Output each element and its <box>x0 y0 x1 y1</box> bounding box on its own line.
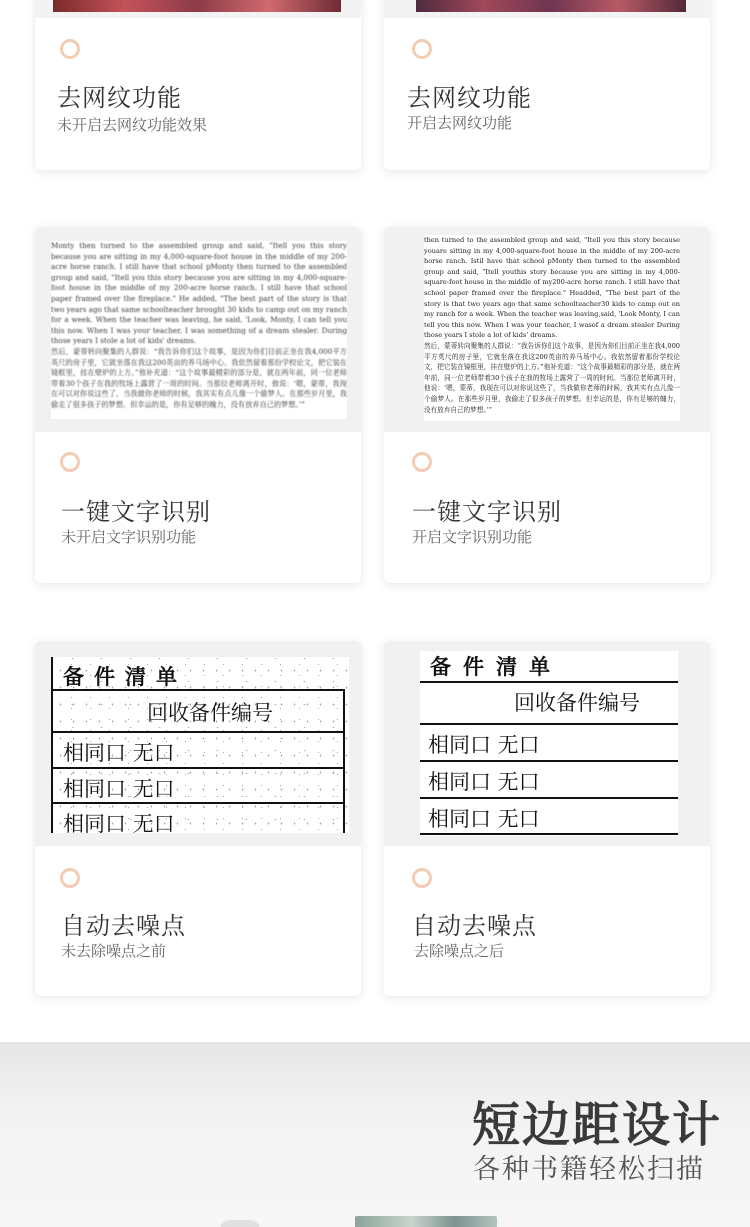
form-border <box>51 657 53 833</box>
card-subtitle: 去除噪点之后 <box>414 942 505 960</box>
form-row-text: 相同口 无口 <box>63 777 175 801</box>
bullet-ring-icon <box>412 868 432 888</box>
bullet-ring-icon <box>60 452 80 472</box>
card-title: 一键文字识别 <box>412 498 562 526</box>
card-title: 自动去噪点 <box>61 912 186 940</box>
form-header: 回收备件编号 <box>147 701 273 725</box>
form-header: 回收备件编号 <box>514 691 640 715</box>
form-rule <box>51 802 343 804</box>
card-subtitle: 未开启去网纹功能效果 <box>57 116 208 134</box>
clean-photo-strip <box>416 0 686 12</box>
bullet-ring-icon <box>60 868 80 888</box>
banner-subtitle: 各种书籍轻松扫描 <box>473 1154 705 1185</box>
descreen-before-image <box>35 0 361 18</box>
card-subtitle: 未去除噪点之前 <box>61 942 167 960</box>
form-rule <box>51 731 343 733</box>
ocr-before-image <box>35 227 361 432</box>
card-title: 去网纹功能 <box>57 84 182 112</box>
form-title: 备件清单 <box>63 664 187 689</box>
chinese-text-block: 然后，蒙蒂转向聚集的人群说：“我告诉你们这个故事，是因为你们目前正坐在我4,000平方英尺的房子里，它就坐落在我这200英亩的养马场中心。我依然留着那份学校论文，把它装在镜框里，挂在壁炉的上方。”他补充道：“这个故事最精彩的部分是，就在两年前，同一位老师带着30个孩子在我的牧场上露营了一周的时间。当那位老师离开时，他说：‘嗯，蒙蒂，我现在可以对你说这些了，当我做你老师的时候，我其实有点儿像一个偷梦人。在那些岁月里，我偷走了很多孩子的梦想。但幸运的是，你有足够的魄力，没有放弃自己的梦想。’” <box>424 341 680 414</box>
ocr-before-card <box>35 227 361 583</box>
form-thumbnail <box>420 651 678 836</box>
short-margin-banner <box>0 1042 750 1227</box>
banner-title: 短边距设计 <box>471 1097 722 1153</box>
denoise-before-card <box>35 641 361 996</box>
form-row-text: 相同口 无口 <box>428 807 540 831</box>
card-title: 一键文字识别 <box>61 498 211 526</box>
descreen-after-card <box>384 0 710 170</box>
ocr-after-image <box>384 227 710 432</box>
ocr-after-card <box>384 227 710 583</box>
chinese-text-block: 然后，蒙蒂转向聚集的人群说：“我告诉你们这个故事，是因为你们目前正坐在我4,000平方英尺的房子里，它就坐落在我这200英亩的养马场中心。我依然留着那份学校论文，把它装在镜框里，挂在壁炉的上方。”他补充道：“这个故事最精彩的部分是，就在两年前，同一位老师带着30个孩子在我的牧场上露营了一周的时间。当那位老师离开时，他说：‘嗯，蒙蒂，我现在可以对你说这些了，当我做你老师的时候，我其实有点儿像一个偷梦人。在那些岁月里，我偷走了很多孩子的梦想。但幸运的是，你有足够的魄力，没有放弃自己的梦想。’” <box>51 346 347 409</box>
card-subtitle: 未开启文字识别功能 <box>61 528 197 546</box>
form-rule <box>51 767 343 769</box>
bullet-ring-icon <box>412 452 432 472</box>
denoise-after-image <box>384 641 710 846</box>
document-thumbnail <box>424 235 680 421</box>
form-title: 备件清单 <box>430 654 562 679</box>
form-row-text: 相同口 无口 <box>63 812 175 833</box>
card-title: 去网纹功能 <box>407 84 532 112</box>
form-rule <box>420 833 678 835</box>
form-rule <box>420 723 678 725</box>
bullet-ring-icon <box>412 39 432 59</box>
form-border <box>343 689 345 833</box>
halftone-photo-strip <box>53 0 341 12</box>
form-rule <box>420 797 678 799</box>
descreen-after-image <box>384 0 710 18</box>
form-row-text: 相同口 无口 <box>428 770 540 794</box>
form-rule <box>420 760 678 762</box>
bullet-ring-icon <box>60 39 80 59</box>
card-subtitle: 开启去网纹功能 <box>407 114 513 132</box>
card-subtitle: 开启文字识别功能 <box>412 528 533 546</box>
document-thumbnail <box>51 241 347 419</box>
book-stack-image <box>355 1216 497 1227</box>
card-title: 自动去噪点 <box>412 912 537 940</box>
form-row-text: 相同口 无口 <box>63 741 175 765</box>
english-text-block: Monty then turned to the assembled group and said, "Itell you this story because you are sitting in my 4,000-square-foot house in the middle of my 200-acre horse ranch. I still have that school pMonty then turned to the assembled group and said, "Itell you this story because you are sitting in my 4,000-square-foot house in the middle of my 200-acre horse ranch. I still have that school paper framed over the fireplace." He added, "The best part of the story is that two years ago that same schoolteacher brought 30 kids to camp out on my ranch for a week. When the teacher was leaving, he said, 'Look, Monty, I can tell you this now. When I was your teacher, I was something of a dream stealer. During those years I stole a lot of kids' dreams. <box>51 241 347 346</box>
book-edge-image <box>220 1220 260 1227</box>
form-row-text: 相同口 无口 <box>428 733 540 757</box>
english-text-block: then turned to the assembled group and said, "Itell you this story because youare sitting in my 4,000-square-foot house in the middle of my 200-acre horse ranch. Istil have that school pMonty then turned to the assembled group and said, "Itell youthis story because you are sitting in my 4,000-square-foot house in the middle of my200-acre horse ranch. I still have that school paper framed over the fireplace." Headded, "The best part of the story is that two years ago that same schoolteacher30 kids to camp out on my ranch for a week. When the teacher was leaving,said, 'Look Monty, I can tell you this now. When I was your teacher, I wasof a dream stealer During those years I stole a lot of kids' dreams. <box>424 236 680 340</box>
form-thumbnail <box>51 657 349 833</box>
denoise-before-image <box>35 641 361 846</box>
descreen-before-card <box>35 0 361 170</box>
denoise-after-card <box>384 641 710 996</box>
form-rule <box>420 681 678 683</box>
form-rule <box>51 689 343 691</box>
